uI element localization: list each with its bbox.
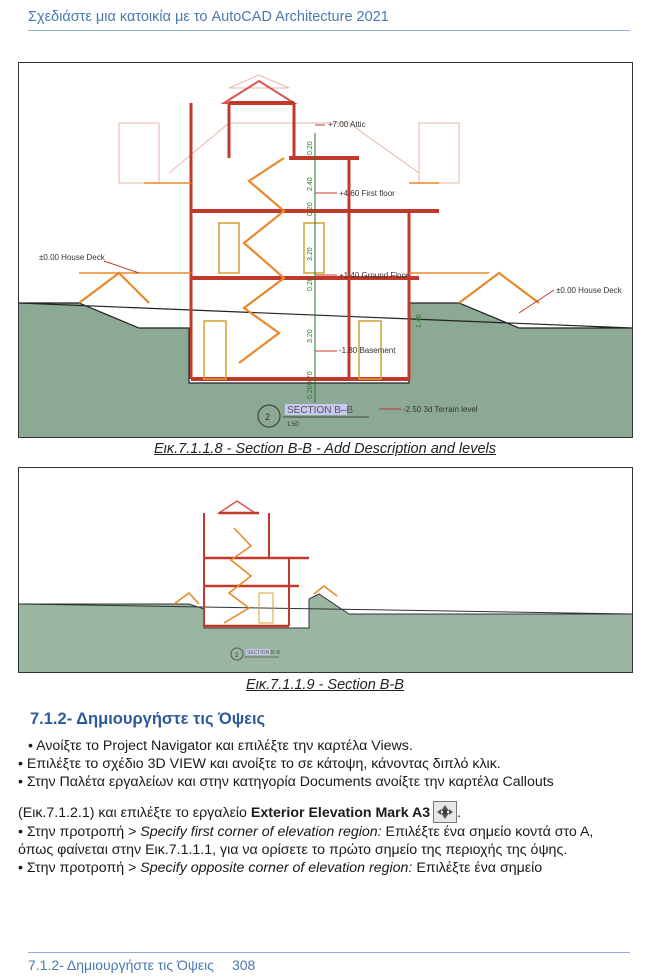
section-tag-number: 2 [265, 412, 271, 422]
section-tag-scale: 1:50 [287, 422, 299, 428]
level-house-deck-right: ±0.00 House Deck [556, 286, 622, 295]
section-drawing [19, 63, 632, 437]
figure-section-b-b [18, 467, 633, 673]
section-drawing-small [19, 468, 632, 672]
instruction-1: • Ανοίξτε το Project Navigator και επιλέξτε την καρτέλα Views. [28, 738, 413, 754]
figure1-caption: Εικ.7.1.1.8 - Section B-B - Add Description and levels [154, 441, 496, 457]
dim-0-70: 0.70 [307, 371, 314, 385]
dim-3-20-low: 3.20 [307, 329, 314, 343]
level-ground-floor: +1.40 Ground Floor [339, 271, 409, 280]
page-footer [28, 957, 273, 973]
level-terrain: -2.50 3d Terrain level [403, 405, 478, 414]
dim-0-20-low: 0.20 [307, 277, 314, 291]
dim-0-20-top: 0.20 [307, 141, 314, 155]
instruction-5: • Στην προτροπή > Specify first corner of elevation region: Επιλέξτε ένα σημείο κοντά στο Α, όπως φαίνεται στην Εικ.7.1.1.1, για να ορίσετε το πρώτο σημείο της περιοχής της όψης. [18, 823, 594, 858]
section-tag-title: SECTION B–B [287, 405, 354, 416]
level-house-deck-left: ±0.00 House Deck [39, 253, 105, 262]
header-divider [28, 30, 630, 31]
elevation-mark-tool-icon [433, 801, 457, 823]
level-first-floor: +4.60 First floor [339, 189, 395, 198]
tool-name: Exterior Elevation Mark A3 [250, 804, 431, 821]
page-number: 308 [231, 957, 256, 973]
instruction-2: • Επιλέξτε το σχέδιο 3D VIEW και ανοίξτε το σε κάτοψη, κάνοντας διπλό κλικ. [18, 756, 501, 773]
instruction-4: (Εικ.7.1.2.1) και επιλέξτε το εργαλείο Exterior Elevation Mark A3 . [18, 801, 630, 823]
page-header-title: Σχεδιάστε μια κατοικία με το AutoCAD Architecture 2021 [28, 9, 389, 25]
instruction-6: • Στην προτροπή > Specify opposite corner of elevation region: Επιλέξτε ένα σημείο [18, 860, 543, 877]
section-tag-title-small: SECTION B–B [247, 650, 281, 656]
level-basement: -1.80 Basement [339, 346, 396, 355]
dim-1-40: 1.40 [416, 314, 423, 328]
dim-0-20-bot: 0.20 [307, 385, 314, 399]
figure-section-b-b-levels [18, 62, 633, 438]
section-title: 7.1.2- Δημιουργήστε τις Όψεις [30, 710, 266, 728]
level-attic: +7.00 Attic [328, 120, 366, 129]
footer-divider [28, 952, 630, 953]
figure2-caption: Εικ.7.1.1.9 - Section B-B [246, 677, 404, 693]
dim-3-20-top: 3.20 [307, 247, 314, 261]
section-tag-number-small: 2 [235, 653, 239, 659]
dim-0-20-mid: 0.20 [307, 202, 314, 216]
instructions-body [18, 737, 630, 877]
dim-2-40: 2.40 [307, 177, 314, 191]
instruction-3: • Στην Παλέτα εργαλείων και στην κατηγορία Documents ανοίξτε την καρτέλα Callouts [18, 774, 554, 791]
footer-section: 7.1.2- Δημιουργήστε τις Όψεις [28, 957, 214, 973]
